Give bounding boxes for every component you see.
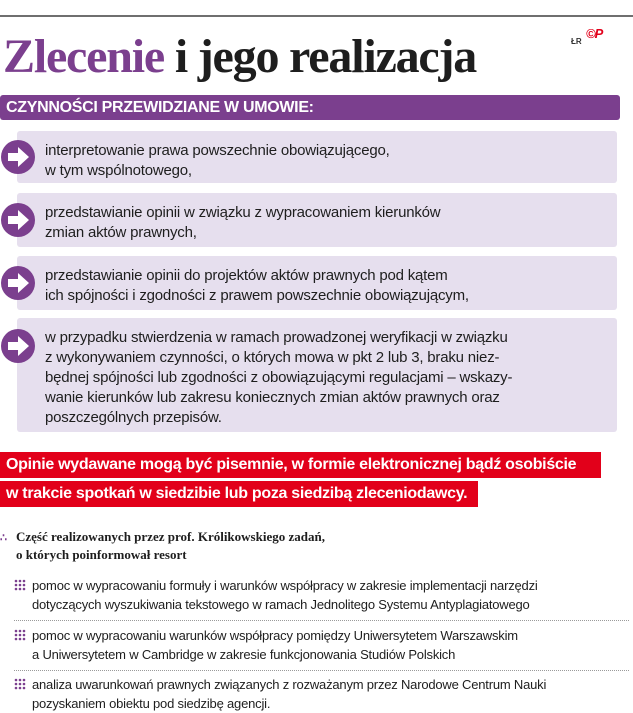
arrow-right-icon bbox=[0, 139, 36, 175]
list-item-text: interpretowanie prawa powszechnie obowiązującego, w tym wspólnotowego, bbox=[45, 142, 390, 179]
list-item-text: przedstawianie opinii w związku z wypracowaniem kierunków zmian aktów prawnych, bbox=[45, 204, 441, 241]
task-item-text: pomoc w wypracowaniu formuły i warunków współpracy w zakresie implementacji narzędzi dotyczących wyszukiwania tekstowego w ramach Jednolitego Systemu Antyplagiatowego bbox=[32, 578, 538, 612]
list-item bbox=[17, 256, 617, 310]
tasks-heading-line-1: Część realizowanych przez prof. Królikowskiego zadań, bbox=[16, 529, 325, 544]
note-text-1: Opinie wydawane mogą być pisemnie, w formie elektronicznej bądź osobiście bbox=[6, 456, 577, 473]
arrow-right-icon bbox=[0, 328, 36, 364]
note-line-2 bbox=[0, 481, 478, 507]
task-item bbox=[14, 675, 624, 713]
divider bbox=[14, 620, 629, 621]
arrow-right-icon bbox=[0, 265, 36, 301]
task-item-text: analiza uwarunkowań prawnych związanych z rozważanym przez Narodowe Centrum Nauki pozyskaniem obiektu pod siedzibę agencji. bbox=[32, 677, 547, 711]
note-text-2: w trakcie spotkań w siedzibie lub poza siedzibą zleceniodawcy. bbox=[6, 485, 468, 502]
publisher-logo: ©P bbox=[586, 26, 603, 41]
section-header bbox=[0, 95, 620, 120]
top-rule bbox=[0, 15, 633, 17]
page-title bbox=[3, 27, 476, 87]
list-item bbox=[17, 318, 617, 432]
author-credit: ŁR bbox=[571, 37, 582, 46]
tasks-heading-line-2: o których poinformował resort bbox=[16, 547, 187, 562]
list-item-text: przedstawianie opinii do projektów aktów prawnych pod kątem ich spójności i zgodności z prawem powszechnie obowiązującym, bbox=[45, 267, 469, 304]
list-item bbox=[17, 131, 617, 183]
title-rest: i jego realizacja bbox=[174, 30, 477, 83]
list-item-text: w przypadku stwierdzenia w ramach prowadzonej weryfikacji w związku z wykonywaniem czynności, o których mowa w pkt 2 lub 3, braku niez- będnej spójności lub zgodności z obowiązującymi regulacjami – wskazy- wanie kierunków lub zakresu koniecznych zmian aktów prawnych oraz poszczególnych przepisów. bbox=[45, 329, 513, 426]
list-item bbox=[17, 193, 617, 247]
task-item bbox=[14, 626, 624, 666]
arrow-right-icon bbox=[0, 202, 36, 238]
sparkle-icon: ∴ bbox=[0, 532, 7, 544]
note-line-1 bbox=[0, 452, 601, 478]
task-item-text: pomoc w wypracowaniu warunków współpracy pomiędzy Uniwersytetem Warszawskim a Uniwersytetem w Cambridge w zakresie funkcjonowania Studiów Polskich bbox=[32, 628, 518, 662]
section-heading: CZYNNOŚCI PRZEWIDZIANE W UMOWIE: bbox=[6, 99, 314, 116]
title-accent: Zlecenie bbox=[3, 30, 165, 83]
divider bbox=[14, 670, 629, 671]
tasks-heading bbox=[6, 528, 325, 564]
task-item bbox=[14, 576, 624, 616]
dots-bullet-icon bbox=[14, 579, 26, 591]
dots-bullet-icon bbox=[14, 678, 26, 690]
dots-bullet-icon bbox=[14, 629, 26, 641]
